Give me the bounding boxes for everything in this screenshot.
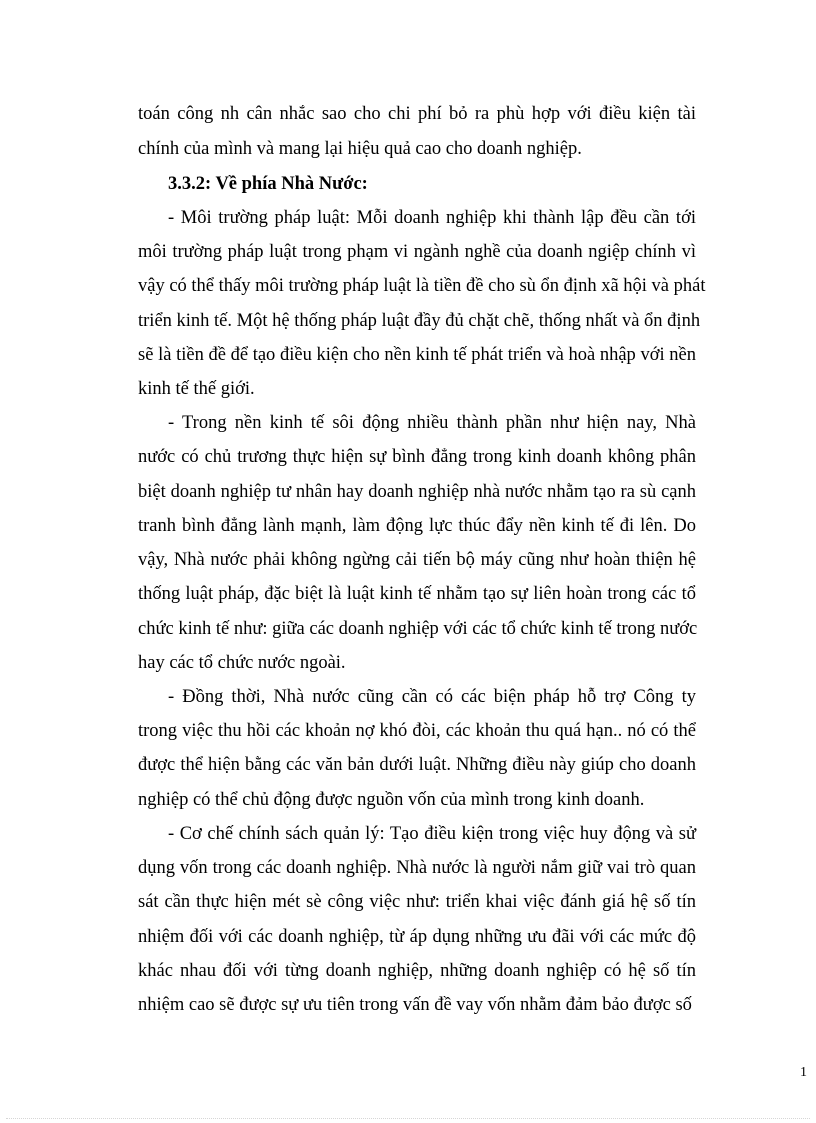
text-line: sát cần thực hiện mét sè công việc như: triển khai việc đánh giá hệ số tín: [138, 892, 696, 912]
text-line: vậy có thể thấy môi trường pháp luật là tiền đề cho sù ổn định xã hội và phát: [138, 276, 706, 296]
paragraph-start: - Cơ chế chính sách quản lý: Tạo điều kiện trong việc huy động và sử: [168, 824, 696, 844]
text-line: nhiệm cao sẽ được sự ưu tiên trong vấn đề vay vốn nhằm đảm bảo được số: [138, 995, 692, 1015]
text-line: được thể hiện bằng các văn bản dưới luật. Những điều này giúp cho doanh: [138, 755, 696, 775]
text-line: chức kinh tế như: giữa các doanh nghiệp với các tổ chức kinh tế trong nước: [138, 619, 698, 639]
text-line: nước có chủ trương thực hiện sự bình đẳng trong kinh doanh không phân: [138, 447, 696, 467]
text-line: môi trường pháp luật trong phạm vi ngành nghề của doanh ngiệp chính vì: [138, 242, 696, 262]
page-number: 1: [800, 1065, 807, 1080]
text-line: dụng vốn trong các doanh nghiệp. Nhà nước là người nắm giữ vai trò quan: [138, 858, 696, 878]
text-line: thống luật pháp, đặc biệt là luật kinh tế nhằm tạo sự liên hoàn trong các tổ: [138, 584, 696, 604]
text-line: biệt doanh nghiệp tư nhân hay doanh nghiệp nhà nước nhằm tạo ra sù cạnh: [138, 482, 696, 502]
text-line: tranh bình đẳng lành mạnh, làm động lực thúc đẩy nền kinh tế đi lên. Do: [138, 516, 696, 536]
text-line: khác nhau đối với từng doanh nghiệp, những doanh nghiệp có hệ số tín: [138, 961, 696, 981]
text-line: vậy, Nhà nước phải không ngừng cải tiến bộ máy cũng như hoàn thiện hệ: [138, 550, 696, 570]
paragraph-start: - Môi trường pháp luật: Mỗi doanh nghiệp khi thành lập đều cần tới: [168, 208, 696, 228]
text-line: nhiệm đối với các doanh nghiệp, từ áp dụng những ưu đãi với các mức độ: [138, 927, 696, 947]
text-line: toán công nh cân nhắc sao cho chi phí bỏ ra phù hợp với điều kiện tài: [138, 104, 696, 124]
text-line: trong việc thu hồi các khoản nợ khó đòi, các khoản thu quá hạn.. nó có thể: [138, 721, 696, 741]
text-line: sẽ là tiền đề để tạo điều kiện cho nền kinh tế phát triển và hoà nhập với nền: [138, 345, 696, 365]
text-line: hay các tổ chức nước ngoài.: [138, 653, 346, 673]
paragraph-start: - Đồng thời, Nhà nước cũng cần có các biện pháp hỗ trợ Công ty: [168, 687, 696, 707]
text-line: triển kinh tế. Một hệ thống pháp luật đầy đủ chặt chẽ, thống nhất và ổn định: [138, 311, 701, 331]
text-line: kinh tế thế giới.: [138, 379, 255, 399]
text-line: chính của mình và mang lại hiệu quả cao cho doanh nghiệp.: [138, 139, 582, 159]
paragraph-start: - Trong nền kinh tế sôi động nhiều thành phần như hiện nay, Nhà: [168, 413, 696, 433]
page-footer-divider: [6, 1118, 810, 1119]
section-heading: 3.3.2: Về phía Nhà Nước:: [168, 174, 368, 194]
text-line: nghiệp có thể chủ động được nguồn vốn của mình trong kinh doanh.: [138, 790, 645, 810]
